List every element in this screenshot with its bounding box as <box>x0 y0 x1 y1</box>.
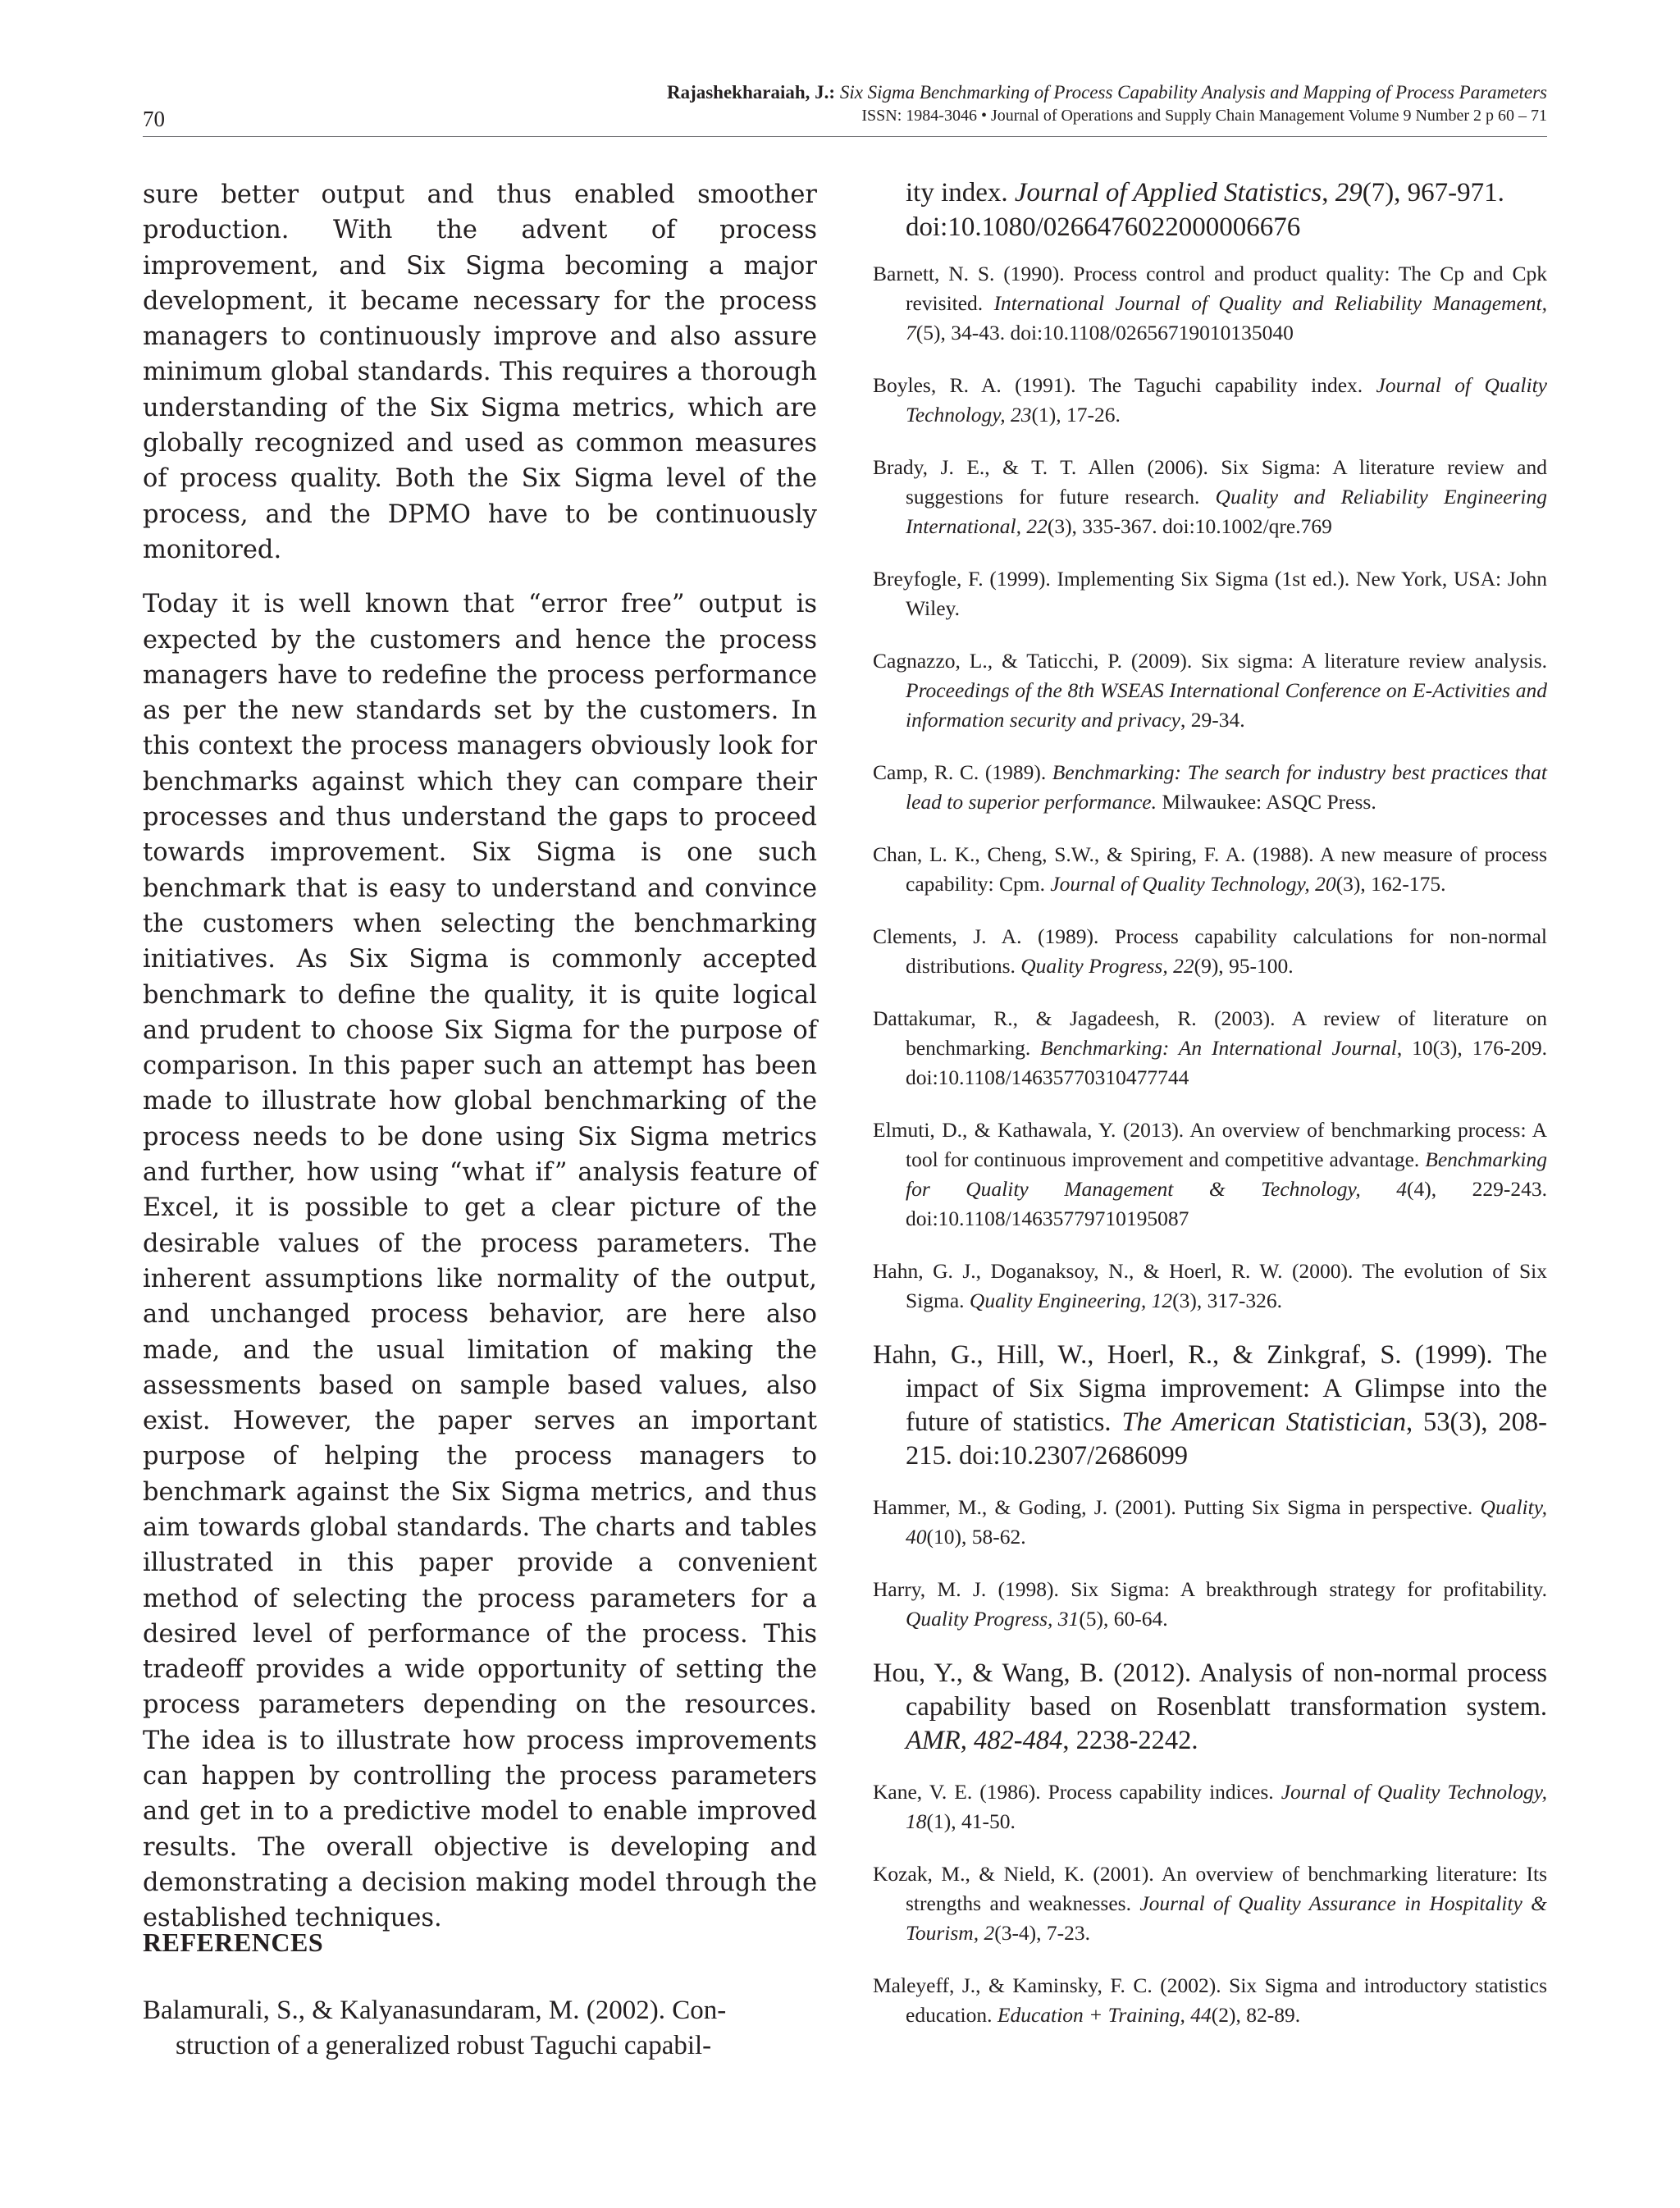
references-heading: REFERENCES <box>143 1927 324 1957</box>
reference-item: Chan, L. K., Cheng, S.W., & Spiring, F. A. (1988). A new measure of process capability: Cpm. Journal of Quality Technology, 20(3), 162-175. <box>873 842 1547 896</box>
reference-item: Clements, J. A. (1989). Process capability calculations for non-normal distributions. Quality Progress, 22(9), 95-100. <box>873 924 1547 978</box>
reference-item <box>143 1993 817 2064</box>
journal-name: Education + Training, 44 <box>997 2003 1212 2027</box>
journal-name: Quality Engineering, 12 <box>969 1289 1173 1312</box>
reference-line: struction of a generalized robust Taguchi capabil- <box>176 2031 712 2060</box>
reference-item: Hammer, M., & Goding, J. (2001). Putting Six Sigma in perspective. Quality, 40(10), 58-62. <box>873 1495 1547 1549</box>
header-author: Rajashekharaiah, J.: <box>666 82 836 103</box>
journal-name: Quality, 40 <box>906 1495 1547 1549</box>
reference-line: Balamurali, S., & Kalyanasundaram, M. (2002). Con- <box>143 1996 727 2025</box>
journal-name: Benchmarking: The search for industry best practices that lead to superior performance. <box>906 760 1547 814</box>
reference-continuation: ity index. Journal of Applied Statistics, 29(7), 967-971. doi:10.1080/0266476022000006676 <box>906 178 1504 242</box>
reference-item: Brady, J. E., & T. T. Allen (2006). Six Sigma: A literature review and suggestions for future research. Quality and Reliability Engineering International, 22(3), 335-367. doi:10.1002/qre.769 <box>873 455 1547 538</box>
journal-name: Journal of Quality Assurance in Hospitality & Tourism, 2 <box>906 1891 1547 1945</box>
journal-name: Journal of Quality Technology, 18 <box>906 1780 1547 1833</box>
reference-item: Camp, R. C. (1989). Benchmarking: The search for industry best practices that lead to superior performance. Milwaukee: ASQC Press. <box>873 760 1547 814</box>
journal-name: AMR, 482-484 <box>906 1726 1063 1755</box>
journal-name: Journal of Quality Technology, 20 <box>1050 872 1336 896</box>
reference-item: Hou, Y., & Wang, B. (2012). Analysis of non-normal process capability based on Rosenblatt transformation system. AMR, 482-484, 2238-2242. <box>873 1658 1547 1755</box>
page-number: 70 <box>143 107 165 131</box>
reference-item: Dattakumar, R., & Jagadeesh, R. (2003). A review of literature on benchmarking. Benchmarking: An International Journal, 10(3), 176-209. doi:10.1108/14635770310477744 <box>873 1006 1547 1089</box>
reference-item: Maleyeff, J., & Kaminsky, F. C. (2002). Six Sigma and introductory statistics education. Education + Training, 44(2), 82-89. <box>873 1973 1547 2027</box>
reference-item: Breyfogle, F. (1999). Implementing Six Sigma (1st ed.). New York, USA: John Wiley. <box>873 567 1547 620</box>
journal-name: Benchmarking for Quality Management & Technology, 4 <box>906 1147 1547 1201</box>
paragraph: Today it is well known that “error free” output is expected by the customers and hence the process managers have to redefine the process performance as per the new standards set by the customers. In this context the process managers obviously look for benchmarks against which they can compare their processes and thus understand the gaps to proceed towards improvement. Six Sigma is one such benchmark that is easy to understand and convince the customers when selecting the benchmarking initiatives. As Six Sigma is commonly accepted benchmark to define the quality, it is quite logical and prudent to choose Six Sigma for the purpose of comparison. In this paper such an attempt has been made to illustrate how global benchmarking of the process needs to be done using Six Sigma metrics and further, how using “what if” analysis feature of Excel, it is possible to get a clear picture of the desirable values of the process parameters. The inherent assumptions like normality of the output, and unchanged process behavior, are here also made, and the usual limitation of making the assessments based on sample based values, also exist. However, the paper serves an important purpose of helping the process managers to benchmark against the Six Sigma metrics, and thus aim towards global standards. The charts and tables illustrated in this paper provide a convenient method of selecting the process parameters for a desired level of performance of the process. This tradeoff provides a wide opportunity of setting the process parameters depending on the resources. The idea is to illustrate how process improvements can happen by controlling the process parameters and get in to a predictive model to enable improved results. The overall objective is developing and demonstrating a decision making model through the established techniques. <box>143 590 817 1933</box>
reference-item: Hahn, G., Hill, W., Hoerl, R., & Zinkgraf, S. (1999). The impact of Six Sigma improvement: A Glimpse into the future of statistics. The American Statistician, 53(3), 208-215. doi:10.2307/2686099 <box>873 1340 1548 1471</box>
page-header <box>143 79 1547 137</box>
reference-item: Boyles, R. A. (1991). The Taguchi capability index. Journal of Quality Technology, 23(1), 17-26. <box>873 373 1547 427</box>
journal-name: Benchmarking: An International Journal <box>1040 1036 1397 1060</box>
journal-name: Quality and Reliability Engineering International, 22 <box>906 485 1547 538</box>
reference-item: Hahn, G. J., Doganaksoy, N., & Hoerl, R. W. (2000). The evolution of Six Sigma. Quality Engineering, 12(3), 317-326. <box>873 1259 1547 1312</box>
journal-volume: 29 <box>1335 178 1363 208</box>
reference-items <box>873 259 1547 2030</box>
journal-name: Journal of Applied Statistics <box>1014 178 1322 208</box>
running-title <box>667 82 1547 103</box>
journal-name: Journal of Quality Technology, 23 <box>906 373 1547 427</box>
journal-name: The American Statistician <box>1121 1407 1406 1437</box>
journal-line: ISSN: 1984-3046 • Journal of Operations and Supply Chain Management Volume 9 Number 2 p 60 – 71 <box>861 107 1547 125</box>
reference-item: Harry, M. J. (1998). Six Sigma: A breakthrough strategy for profitability. Quality Progress, 31(5), 60-64. <box>873 1577 1547 1631</box>
reference-item: Kozak, M., & Nield, K. (2001). An overview of benchmarking literature: Its strengths and weaknesses. Journal of Quality Assurance in Hospitality & Tourism, 2(3-4), 7-23. <box>873 1862 1547 1945</box>
header-title: Six Sigma Benchmarking of Process Capability Analysis and Mapping of Process Parameters <box>839 82 1547 103</box>
journal-name: Quality Progress, 22 <box>1020 954 1194 978</box>
journal-name: Quality Progress, 31 <box>906 1607 1080 1631</box>
journal-name: Proceedings of the 8th WSEAS International Conference on E-Activities and information security and privacy <box>906 678 1547 732</box>
reference-item: Barnett, N. S. (1990). Process control and product quality: The Cp and Cpk revisited. International Journal of Quality and Reliability Management, 7(5), 34-43. doi:10.1108/02656719010135040 <box>873 262 1547 344</box>
body-text <box>143 177 817 1937</box>
journal-name: International Journal of Quality and Reliability Management, 7 <box>906 291 1547 344</box>
reference-item: Cagnazzo, L., & Taticchi, P. (2009). Six sigma: A literature review analysis. Proceedings of the 8th WSEAS International Conference on E-Activities and information security and privacy, 29-34. <box>873 649 1547 732</box>
references-list <box>873 176 1547 2053</box>
reference-item: Elmuti, D., & Kathawala, Y. (2013). An overview of benchmarking process: A tool for continuous improvement and competitive advantage. Benchmarking for Quality Management & Technology, 4(4), 229-243. doi:10.1108/14635779710195087 <box>873 1118 1547 1230</box>
paragraph: sure better output and thus enabled smoother production. With the advent of process improvement, and Six Sigma becoming a major development, it became necessary for the process managers to continuously improve and also assure minimum global standards. This requires a thorough understanding of the Six Sigma metrics, which are globally recognized and used as common measures of process quality. Both the Six Sigma level of the process, and the DPMO have to be continuously monitored. <box>143 180 817 564</box>
reference-item: Kane, V. E. (1986). Process capability indices. Journal of Quality Technology, 18(1), 41-50. <box>873 1780 1547 1833</box>
